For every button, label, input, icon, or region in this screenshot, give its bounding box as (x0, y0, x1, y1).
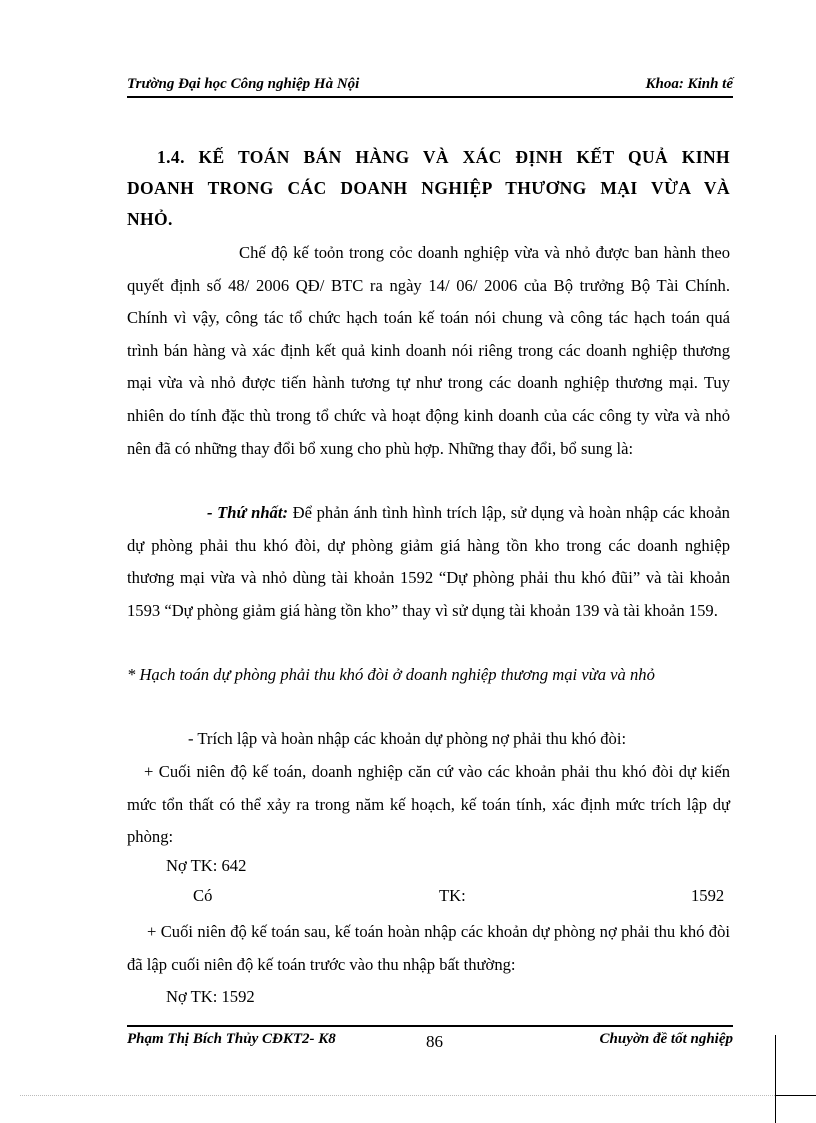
entry-debit-1592: Nợ TK: 1592 (166, 987, 255, 1006)
header-school: Trường Đại học Công nghiệp Hà Nội (127, 76, 360, 92)
entry-credit-tk: TK: (439, 886, 466, 905)
footer-author: Phạm Thị Bích Thủy CĐKT2- K8 (127, 1031, 336, 1047)
entry-credit-label: Có (193, 886, 213, 905)
footer-thesis: Chuyờn đề tốt nghiệp (599, 1031, 733, 1047)
corner-mark-vertical (775, 1035, 776, 1123)
header-faculty: Khoa: Kinh tế (645, 76, 733, 92)
entry-credit-account: 1592 (691, 886, 725, 905)
page-footer (127, 1025, 733, 1051)
page-edge-dotted-line (20, 1095, 775, 1097)
entry-debit-642: Nợ TK: 642 (166, 856, 247, 875)
paragraph-intro: Chế độ kế toỏn trong cỏc doanh nghiệp vừa và nhỏ được ban hành theo quyết định số 48/ 2006 QĐ/ BTC ra ngày 14/ 06/ 2006 của Bộ trưởng Bộ Tài Chính. Chính vì vậy, công tác tổ chức hạch toán kế toán nói chung và công tác hạch toán quá trình bán hàng và xác định kết quả kinh doanh nói riêng trong các doanh nghiệp thương mại vừa và nhỏ được tiến hành tương tự như trong các doanh nghiệp thương mại. Tuy nhiên do tính đặc thù trong tổ chức và hoạt động kinh doanh của các công ty vừa và nhỏ nên đã có những thay đổi bổ xung cho phù hợp. Những thay đổi, bổ sung là: (127, 243, 730, 458)
paragraph-provision-item: - Trích lập và hoàn nhập các khoản dự phòng nợ phải thu khó đòi: (188, 729, 627, 748)
paragraph-next-year: + Cuối niên độ kế toán sau, kế toán hoàn nhập các khoản dự phòng nợ phải thu khó đòi đã lập cuối niên độ kế toán trước vào thu nhập bất thường: (127, 922, 730, 974)
paragraph-heading-provision: * Hạch toán dự phòng phải thu khó đòi ở doanh nghiệp thương mại vừa và nhỏ (127, 665, 655, 684)
first-change-lead: - Thứ nhất: (207, 503, 288, 522)
first-change-text: Để phản ánh tình hình trích lập, sử dụng và hoàn nhập các khoản dự phòng phải thu khó đòi, dự phòng giảm giá hàng tồn kho trong các doanh nghiệp thương mại vừa và nhỏ dùng tài khoản 1592 “Dự phòng phải thu khó đũi” và tài khoản 1593 “Dự phòng giảm giá hàng tồn kho” thay vì sử dụng tài khoản 139 và tài khoản 159. (127, 503, 730, 620)
section-title (127, 142, 730, 235)
title-line-1: 1.4. KẾ TOÁN BÁN HÀNG VÀ XÁC ĐỊNH KẾT QUẢ KINH (157, 147, 730, 167)
page-header (127, 74, 733, 98)
title-line-3: NHỎ. (127, 209, 173, 229)
paragraph-first-change (127, 497, 730, 627)
corner-mark-horizontal (775, 1095, 816, 1096)
title-line-2: DOANH TRONG CÁC DOANH NGHIỆP THƯƠNG MẠI VỪA VÀ (127, 178, 730, 198)
paragraph-year-end: + Cuối niên độ kế toán, doanh nghiệp căn cứ vào các khoản phải thu khó đòi dự kiến mức tổn thất có thể xảy ra trong năm kế hoạch, kế toán tính, xác định mức trích lập dự phòng: (127, 762, 730, 847)
page-number: 86 (426, 1032, 443, 1051)
